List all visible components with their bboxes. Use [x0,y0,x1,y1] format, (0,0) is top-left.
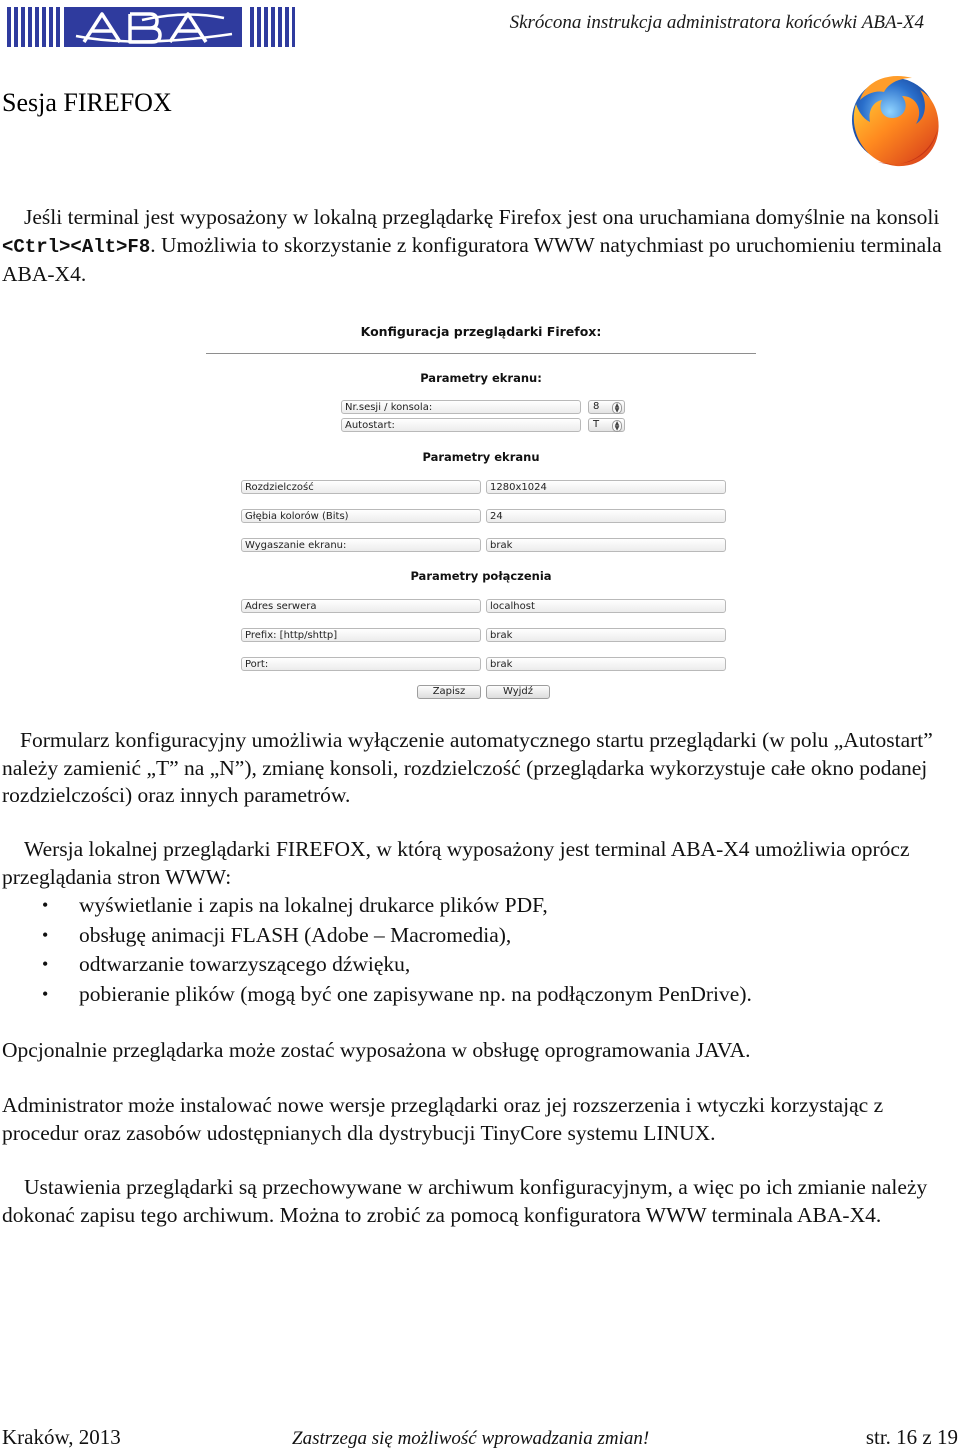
stepper-arrows-icon[interactable]: ▲ ▼ [612,420,622,432]
intro-paragraph [2,204,958,289]
resolution-label: Rozdzielczość [241,480,481,494]
autostart-stepper-value: T [593,419,600,430]
page-number: str. 16 z 19 [865,1425,958,1449]
port-label: Port: [241,657,481,671]
prefix-label: Prefix: [http/shttp] [241,628,481,642]
list-item: • wyświetlanie i zapis na lokalnej drukarce plików PDF, [2,891,752,921]
page-title: Sesja FIREFOX [2,88,172,117]
section-screen-params: Parametry ekranu: [420,371,542,385]
footer-place-date: Kraków, 2013 [2,1425,121,1449]
settings-text: Ustawienia przeglądarki są przechowywane w archiwum konfiguracyjnym, a więc po ich zmianie należy dokonać zapisu tego archiwum. Można to zrobić za pomocą konfiguratora WWW terminala ABA-X4. [2,1175,928,1227]
session-label-field: Nr.sesji / konsola: [341,400,581,414]
java-paragraph: Opcjonalnie przeglądarka może zostać wyposażona w obsługę oprogramowania JAVA. [2,1038,751,1062]
firefox-config-form [196,318,766,704]
footer-disclaimer: Zastrzega się możliwość wprowadzania zmian! [292,1428,650,1449]
server-address-input[interactable]: localhost [486,599,726,613]
list-item: • pobieranie plików (mogą być one zapisywane np. na podłączonym PenDrive). [2,980,752,1010]
console-shortcut: <Ctrl><Alt>F8 [2,235,151,258]
features-list [2,891,752,1009]
resolution-input[interactable]: 1280x1024 [486,480,726,494]
section-connection-params: Parametry połączenia [410,569,552,583]
aba-logo [6,6,296,48]
form-separator [206,353,756,354]
autostart-label-field: Autostart: [341,418,581,432]
list-item: • obsługę animacji FLASH (Adobe – Macromedia), [2,921,752,951]
exit-button[interactable]: Wyjdź [486,685,550,699]
list-item: • odtwarzanie towarzyszącego dźwięku, [2,950,752,980]
intro-text-b: . Umożliwia to skorzystanie z konfiguratora WWW natychmiast po uruchomieniu terminala ABA-X4. [2,232,942,286]
form-title: Konfiguracja przeglądarki Firefox: [360,324,602,339]
firefox-logo-icon [838,66,946,174]
form-description-paragraph [2,727,958,810]
settings-paragraph [2,1174,958,1229]
save-button[interactable]: Zapisz [417,685,481,699]
session-stepper-value: 8 [593,401,600,412]
stepper-arrows-icon[interactable]: ▲ ▼ [612,402,622,414]
prefix-input[interactable]: brak [486,628,726,642]
admin-paragraph: Administrator może instalować nowe wersje przeglądarki oraz jej rozszerzenia i wtyczki korzystając z procedur oraz zasobów udostępnianych dla dystrybucji TinyCore systemu LINUX. [2,1093,884,1145]
session-stepper[interactable] [588,400,625,414]
intro-text-a: Jeśli terminal jest wyposażony w lokalną przeglądarkę Firefox jest ona uruchamiana domyślnie na konsoli [24,205,940,229]
features-intro-text: Wersja lokalnej przeglądarki FIREFOX, w którą wyposażony jest terminal ABA-X4 umożliwia oprócz przeglądania stron WWW: [2,837,910,889]
server-address-label: Adres serwera [241,599,481,613]
color-depth-label: Głębia kolorów (Bits) [241,509,481,523]
screensaver-input[interactable]: brak [486,538,726,552]
section-display-params: Parametry ekranu [422,450,540,464]
screensaver-label: Wygaszanie ekranu: [241,538,481,552]
features-intro-paragraph [2,836,958,891]
autostart-stepper[interactable] [588,418,625,432]
color-depth-input[interactable]: 24 [486,509,726,523]
form-description-text: Formularz konfiguracyjny umożliwia wyłączenie automatycznego startu przeglądarki (w polu „Autostart” należy zamienić „T” na „N”), zmianę konsoli, rozdzielczość (przeglądarka wykorzystuje całe okno podanej rozdzielczości) oraz innych parametrów. [2,728,933,807]
document-header-title: Skrócona instrukcja administratora końcówki ABA-X4 [509,12,924,33]
port-input[interactable]: brak [486,657,726,671]
